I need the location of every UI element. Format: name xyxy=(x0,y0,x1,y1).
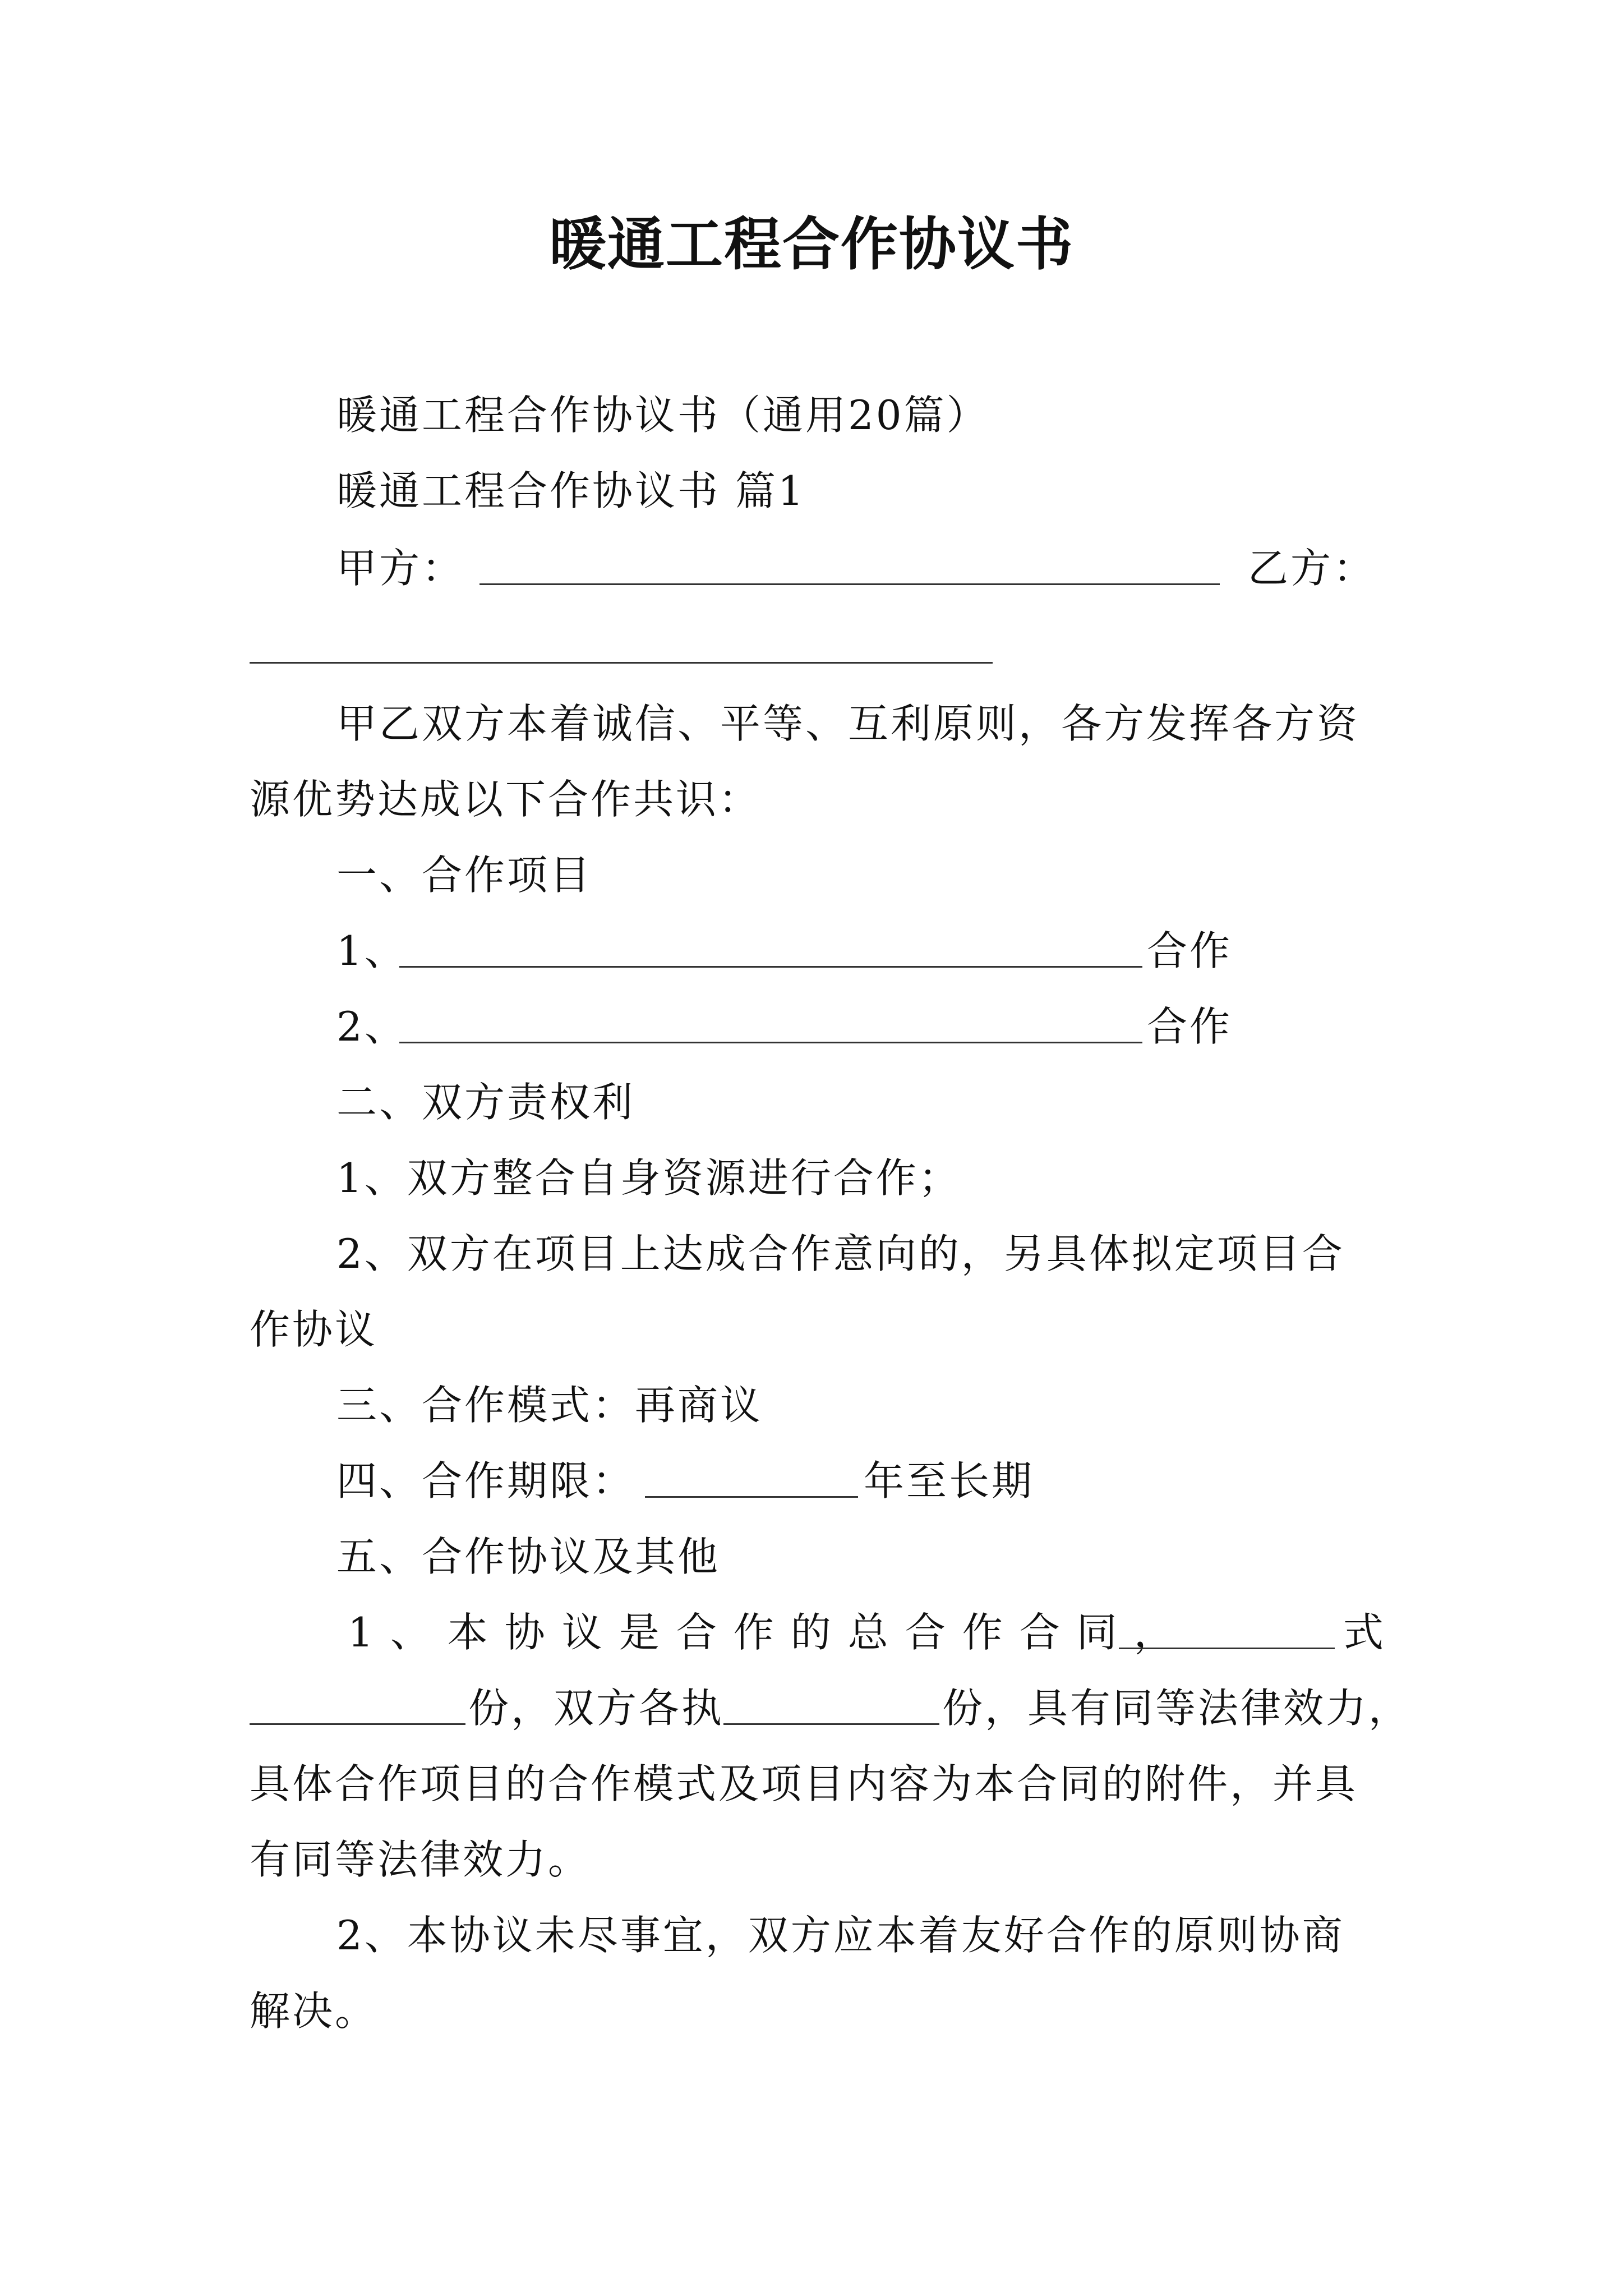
section-5-item-1-line-4: 有同等法律效力。 xyxy=(250,1836,591,1883)
section-2-heading: 二、双方责权利 xyxy=(336,1079,635,1126)
section-5-item-1-line-2-b: 份，具有同等法律效力， xyxy=(942,1685,1412,1732)
section-heading: 暖通工程合作协议书 篇1 xyxy=(336,467,806,514)
intro-line-1: 甲乙双方本着诚信、平等、互利原则，各方发挥各方资 xyxy=(336,700,1360,747)
section-2-item-2-line-1: 2、双方在项目上达成合作意向的，另具体拟定项目合 xyxy=(336,1230,1345,1277)
section-2-item-1: 1、双方整合自身资源进行合作； xyxy=(336,1154,961,1202)
section-1-item-2-suffix: 合作 xyxy=(1147,1003,1233,1050)
section-5-item-1-line-1-end: 式 xyxy=(1343,1609,1386,1656)
section-1-item-2-number: 2、 xyxy=(336,1003,407,1050)
document-title: 暖通工程合作协议书 xyxy=(549,211,1074,278)
section-5-item-1-line-2-a: 份，双方各执 xyxy=(468,1685,725,1732)
section-5-item-2-line-1: 2、本协议未尽事宜，双方应本着友好合作的原则协商 xyxy=(336,1912,1345,1959)
section-5-item-1-line-3: 具体合作项目的合作模式及项目内容为本合同的附件，并具 xyxy=(250,1760,1358,1807)
section-5-item-1-blank-1 xyxy=(1119,1648,1335,1649)
section-4-prefix: 四、合作期限： xyxy=(336,1457,635,1504)
intro-line-2: 源优势达成以下合作共识： xyxy=(250,776,762,823)
section-5-item-1-line-1: 1、本协议是合作的总合作合同， xyxy=(348,1609,1191,1656)
party-a-blank xyxy=(479,583,1220,585)
section-1-item-1-blank xyxy=(399,966,1142,968)
section-2-item-2-line-2: 作协议 xyxy=(250,1306,378,1353)
document-subtitle: 暖通工程合作协议书（通用20篇） xyxy=(336,392,989,439)
party-b-blank xyxy=(250,662,993,664)
section-4-suffix: 年至长期 xyxy=(864,1457,1035,1504)
section-1-item-1-number: 1、 xyxy=(336,927,407,974)
section-5-heading: 五、合作协议及其他 xyxy=(336,1533,721,1580)
party-a-label: 甲方： xyxy=(336,545,465,592)
section-3-heading: 三、合作模式：再商议 xyxy=(336,1382,763,1429)
section-1-heading: 一、合作项目 xyxy=(336,852,593,899)
section-5-item-1-blank-3 xyxy=(723,1723,939,1725)
section-1-item-1-suffix: 合作 xyxy=(1147,927,1233,974)
section-1-item-2-blank xyxy=(399,1042,1142,1043)
party-b-label: 乙方： xyxy=(1248,545,1376,592)
section-5-item-2-line-2: 解决。 xyxy=(250,1987,378,2035)
section-4-blank xyxy=(645,1496,858,1498)
section-5-item-1-blank-2 xyxy=(250,1723,465,1725)
